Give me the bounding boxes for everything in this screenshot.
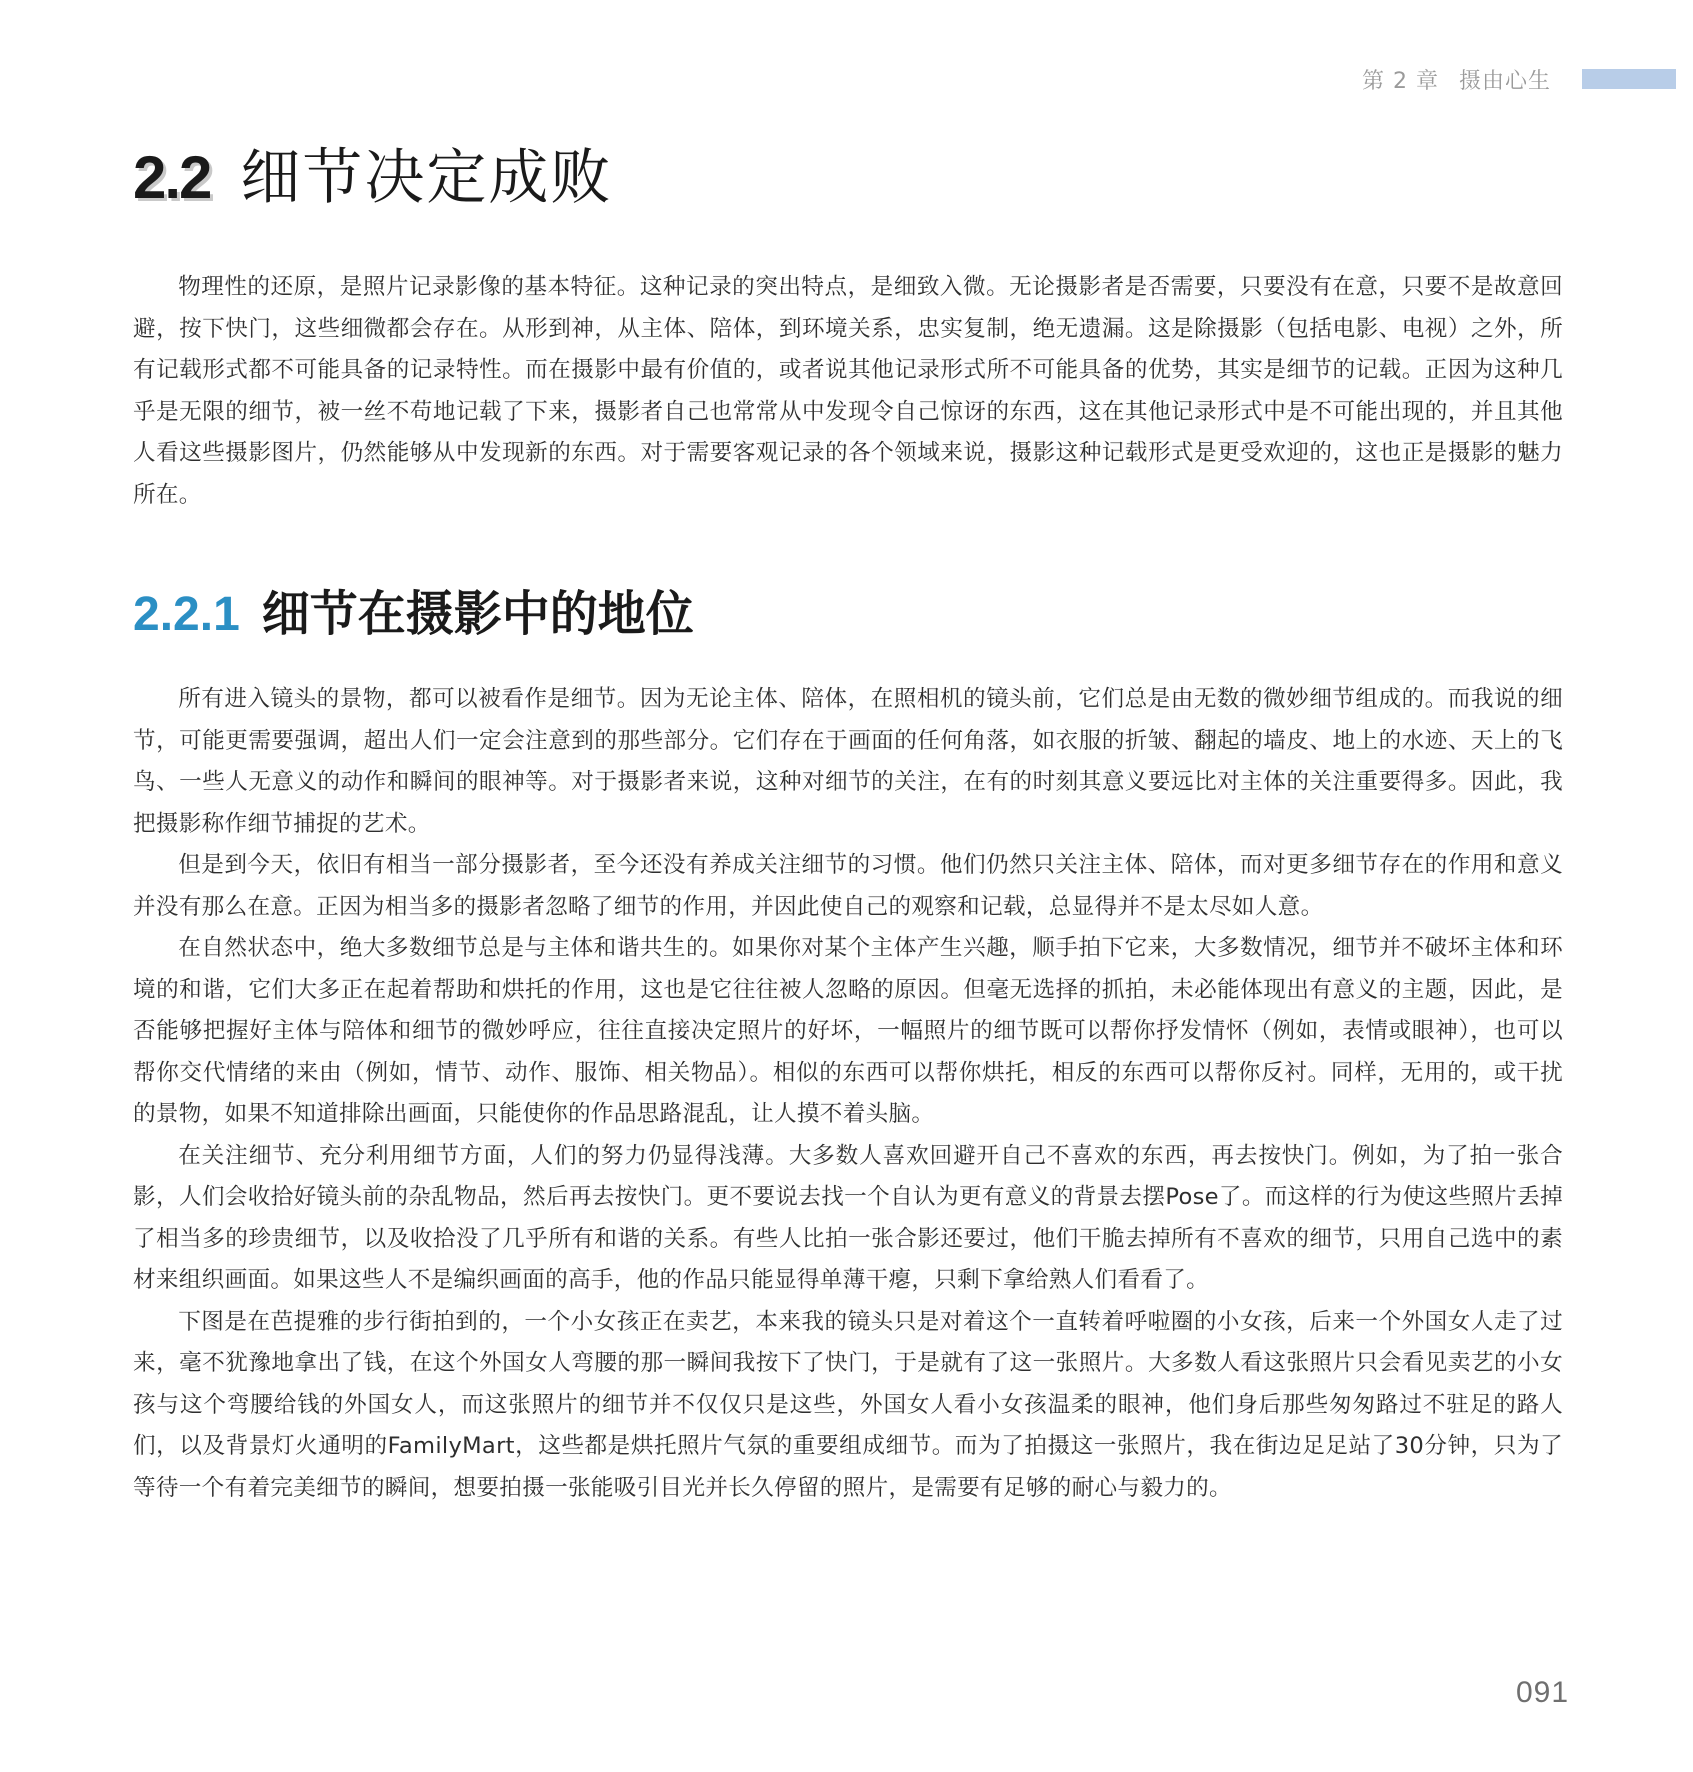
page-number: 091 <box>1516 1676 1570 1709</box>
subsection-number: 2.2.1 <box>133 588 240 641</box>
body-text <box>133 679 1563 1509</box>
paragraph: 所有进入镜头的景物，都可以被看作是细节。因为无论主体、陪体，在照相机的镜头前，它们总是由无数的微妙细节组成的。而我说的细节，可能更需要强调，超出人们一定会注意到的那些部分。它们存在于画面的任何角落，如衣服的折皱、翻起的墙皮、地上的水迹、天上的飞鸟、一些人无意义的动作和瞬间的眼神等。对于摄影者来说，这种对细节的关注，在有的时刻其意义要远比对主体的关注重要得多。因此，我把摄影称作细节捕捉的艺术。 <box>133 686 1563 837</box>
chapter-title: 摄由心生 <box>1458 69 1551 94</box>
intro-text <box>133 267 1563 516</box>
section-heading <box>133 143 613 213</box>
running-header <box>1362 64 1551 95</box>
header-accent-bar <box>1582 69 1676 89</box>
paragraph: 在关注细节、充分利用细节方面，人们的努力仍显得浅薄。大多数人喜欢回避开自己不喜欢的东西，再去按快门。例如，为了拍一张合影，人们会收拾好镜头前的杂乱物品，然后再去按快门。更不要说去找一个自认为更有意义的背景去摆Pose了。而这样的行为使这些照片丢掉了相当多的珍贵细节，以及收拾没了几乎所有和谐的关系。有些人比拍一张合影还要过，他们干脆去掉所有不喜欢的细节，只用自己选中的素材来组织画面。如果这些人不是编织画面的高手，他的作品只能显得单薄干瘪，只剩下拿给熟人们看看了。 <box>133 1142 1563 1293</box>
paragraph: 在自然状态中，绝大多数细节总是与主体和谐共生的。如果你对某个主体产生兴趣，顺手拍下它来，大多数情况，细节并不破坏主体和环境的和谐，它们大多正在起着帮助和烘托的作用，这也是它往往被人忽略的原因。但毫无选择的抓拍，未必能体现出有意义的主题，因此，是否能够把握好主体与陪体和细节的微妙呼应，往往直接决定照片的好坏，一幅照片的细节既可以帮你抒发情怀（例如，表情或眼神），也可以帮你交代情绪的来由（例如，情节、动作、服饰、相关物品）。相似的东西可以帮你烘托，相反的东西可以帮你反衬。同样，无用的，或干扰的景物，如果不知道排除出画面，只能使你的作品思路混乱，让人摸不着头脑。 <box>133 935 1563 1127</box>
subsection-heading <box>133 586 694 642</box>
subsection-title: 细节在摄影中的地位 <box>261 586 694 642</box>
intro-paragraph: 物理性的还原，是照片记录影像的基本特征。这种记录的突出特点，是细致入微。无论摄影者是否需要，只要没有在意，只要不是故意回避，按下快门，这些细微都会存在。从形到神，从主体、陪体，到环境关系，忠实复制，绝无遗漏。这是除摄影（包括电影、电视）之外，所有记载形式都不可能具备的记录特性。而在摄影中最有价值的，或者说其他记录形式所不可能具备的优势，其实是细节的记载。正因为这种几乎是无限的细节，被一丝不苟地记载了下来，摄影者自己也常常从中发现令自己惊讶的东西，这在其他记录形式中是不可能出现的，并且其他人看这些摄影图片，仍然能够从中发现新的东西。对于需要客观记录的各个领域来说，摄影这种记载形式是更受欢迎的，这也正是摄影的魅力所在。 <box>133 274 1563 508</box>
section-number: 2.2 <box>133 144 211 211</box>
chapter-number: 第 2 章 <box>1362 69 1439 94</box>
section-title: 细节决定成败 <box>240 143 613 213</box>
paragraph: 下图是在芭提雅的步行街拍到的，一个小女孩正在卖艺，本来我的镜头只是对着这个一直转着呼啦圈的小女孩，后来一个外国女人走了过来，毫不犹豫地拿出了钱，在这个外国女人弯腰的那一瞬间我按下了快门，于是就有了这一张照片。大多数人看这张照片只会看见卖艺的小女孩与这个弯腰给钱的外国女人，而这张照片的细节并不仅仅只是这些，外国女人看小女孩温柔的眼神，他们身后那些匆匆路过不驻足的路人们，以及背景灯火通明的FamilyMart，这些都是烘托照片气氛的重要组成细节。而为了拍摄这一张照片，我在街边足足站了30分钟，只为了等待一个有着完美细节的瞬间，想要拍摄一张能吸引目光并长久停留的照片，是需要有足够的耐心与毅力的。 <box>133 1308 1563 1501</box>
paragraph: 但是到今天，依旧有相当一部分摄影者，至今还没有养成关注细节的习惯。他们仍然只关注主体、陪体，而对更多细节存在的作用和意义并没有那么在意。正因为相当多的摄影者忽略了细节的作用，并因此使自己的观察和记载，总显得并不是太尽如人意。 <box>133 852 1563 920</box>
